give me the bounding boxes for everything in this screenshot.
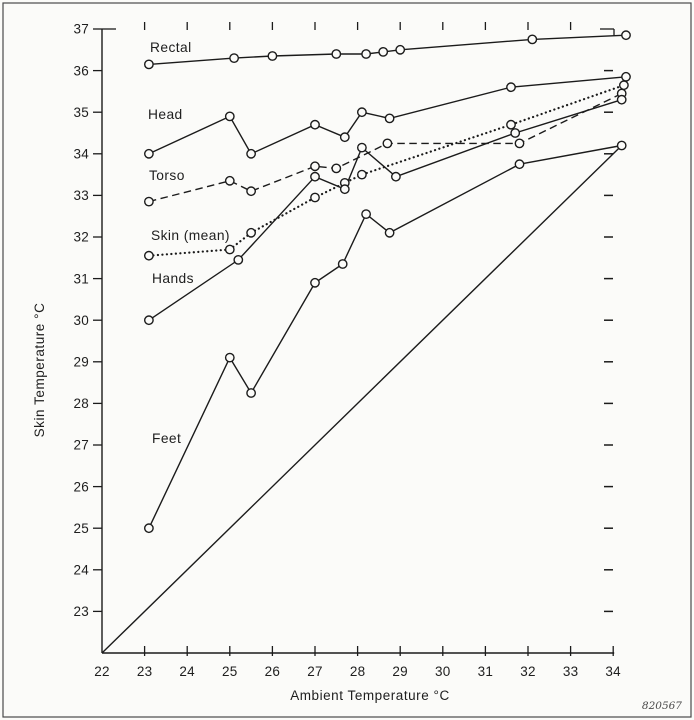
series-line-hands <box>149 100 622 321</box>
y-tick-label: 24 <box>73 562 89 578</box>
x-tick-label: 34 <box>605 664 621 679</box>
data-point-skin-mean <box>247 229 255 237</box>
data-point-torso <box>311 162 319 170</box>
series-label-torso: Torso <box>149 168 185 183</box>
data-point-hands <box>358 143 366 151</box>
y-tick-label: 37 <box>73 21 89 37</box>
x-tick-label: 28 <box>349 664 366 679</box>
data-point-skin-mean <box>226 245 234 253</box>
data-point-head <box>385 114 393 122</box>
data-point-rectal <box>379 48 387 56</box>
data-point-hands <box>392 173 400 181</box>
x-tick-label: 24 <box>179 664 195 679</box>
y-tick-label: 35 <box>73 104 89 120</box>
data-point-rectal <box>332 50 340 58</box>
x-axis-title: Ambient Temperature °C <box>290 688 450 703</box>
data-point-feet <box>515 160 523 168</box>
x-tick-label: 30 <box>435 664 451 679</box>
y-tick-label: 26 <box>73 479 89 495</box>
data-point-rectal <box>622 31 630 39</box>
data-point-hands <box>311 173 319 181</box>
data-point-feet <box>618 141 626 149</box>
data-point-head <box>311 121 319 129</box>
data-point-head <box>507 83 515 91</box>
data-point-skin-mean <box>311 193 319 201</box>
data-point-rectal <box>268 52 276 60</box>
x-tick-label: 29 <box>392 664 408 679</box>
data-point-torso <box>515 139 523 147</box>
data-point-rectal <box>396 46 404 54</box>
x-tick-label: 23 <box>136 664 153 679</box>
series-label-hands: Hands <box>152 271 194 286</box>
data-point-head <box>226 112 234 120</box>
data-point-hands <box>341 185 349 193</box>
y-tick-label: 25 <box>73 520 89 536</box>
data-point-head <box>145 150 153 158</box>
data-point-torso <box>247 187 255 195</box>
data-point-feet <box>145 524 153 532</box>
y-axis-title: Skin Temperature °C <box>32 302 47 438</box>
data-point-head <box>622 73 630 81</box>
data-point-rectal <box>230 54 238 62</box>
data-point-skin-mean <box>358 170 366 178</box>
data-point-feet <box>339 260 347 268</box>
data-point-feet <box>362 210 370 218</box>
x-tick-label: 27 <box>307 664 323 679</box>
data-point-torso <box>145 197 153 205</box>
series-label-skin-mean: Skin (mean) <box>151 228 230 243</box>
data-point-hands <box>234 256 242 264</box>
y-tick-label: 28 <box>73 396 89 412</box>
data-point-hands <box>511 129 519 137</box>
data-point-hands <box>618 96 626 104</box>
figure-number: 820567 <box>641 700 682 712</box>
y-tick-label: 34 <box>73 146 89 162</box>
x-tick-label: 25 <box>222 664 238 679</box>
y-tick-label: 30 <box>73 312 89 328</box>
x-tick-label: 31 <box>477 664 494 679</box>
y-tick-label: 31 <box>73 271 89 287</box>
series-label-rectal: Rectal <box>150 40 192 55</box>
y-tick-label: 32 <box>73 229 89 245</box>
y-tick-label: 27 <box>73 437 89 453</box>
data-point-rectal <box>145 60 153 68</box>
data-point-head <box>247 150 255 158</box>
x-tick-label: 32 <box>520 664 536 679</box>
y-tick-label: 36 <box>73 63 89 79</box>
data-point-feet <box>311 279 319 287</box>
series-label-head: Head <box>148 107 183 122</box>
data-point-feet <box>385 229 393 237</box>
y-tick-label: 29 <box>73 354 89 370</box>
data-point-head <box>358 108 366 116</box>
data-point-rectal <box>362 50 370 58</box>
series-line-feet <box>149 146 622 529</box>
data-point-feet <box>226 353 234 361</box>
data-point-torso <box>226 177 234 185</box>
data-point-rectal <box>528 35 536 43</box>
data-point-hands <box>145 316 153 324</box>
data-point-head <box>341 133 349 141</box>
x-tick-label: 22 <box>94 664 110 679</box>
x-tick-label: 33 <box>562 664 579 679</box>
y-tick-label: 23 <box>73 604 89 620</box>
data-point-skin-mean <box>620 81 628 89</box>
data-point-torso <box>383 139 391 147</box>
data-point-skin-mean <box>507 121 515 129</box>
data-point-feet <box>247 389 255 397</box>
data-point-skin-mean <box>145 252 153 260</box>
series-label-feet: Feet <box>152 431 182 446</box>
data-point-torso <box>332 164 340 172</box>
x-tick-label: 26 <box>264 664 281 679</box>
y-tick-label: 33 <box>73 188 89 204</box>
